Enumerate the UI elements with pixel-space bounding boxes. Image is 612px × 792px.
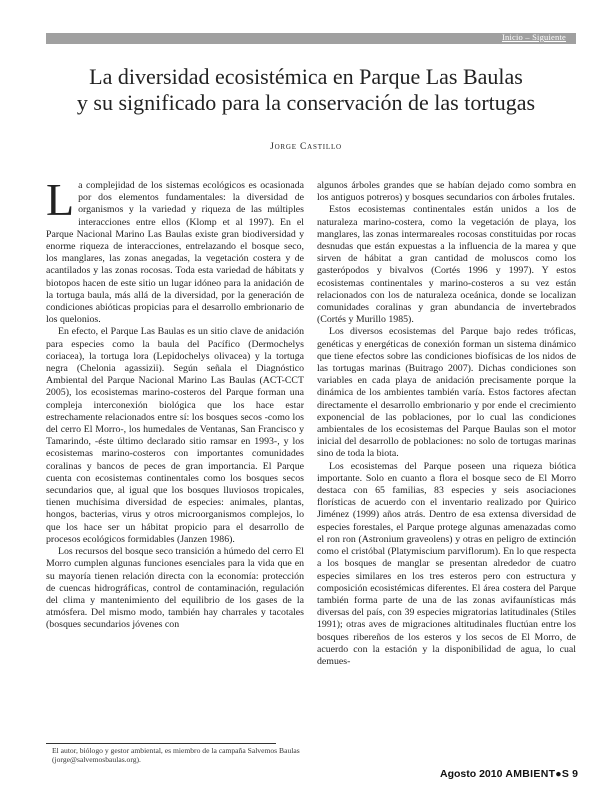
footnote-divider (46, 743, 276, 744)
nav-links[interactable]: Inicio – Siguiente (501, 32, 566, 42)
page-footer (440, 768, 578, 780)
drop-cap: L (46, 180, 75, 225)
left-column (46, 180, 304, 740)
paragraph: Los ecosistemas del Parque poseen una riqueza biótica importante. Solo en cuanto a flora el bosque seco de El Morro destaca con 65 familias, 83 especies y seis asociaciones florísticas de acuerdo con el inventario realizado por Quirico Jiménez (1999) años atrás. Dentro de esa extensa diversidad de especies forestales, el Parque protege algunas amenazadas como el ron ron (Astronium graveolens) y otras en peligro de extinción como el cristóbal (Platymiscium parviflorum). En lo que respecta a los bosques de manglar se presentan alrededor de cuatro especies similares en los tres esteros pero con estructura y composición ecosistémicas diferentes. El área costera del Parque también forma parte de una de las zonas avifaunísticas más diversas del país, con 39 especies migratorias latitudinales (Stiles 1991); otras aves de migraciones altitudinales fluctúan entre los bosques ribereños de los esteros y los secos de El Morro, de acuerdo con la estación y la disponibilidad de agua, lo cual demues- (317, 460, 576, 667)
page-number: 9 (572, 768, 578, 780)
paragraph: Los diversos ecosistemas del Parque bajo redes tróficas, genéticas y energéticas de conexión forman un sistema dinámico que tiene efectos sobre las condiciones biofísicas de los nidos de las tortugas marinas (Buitrago 2007). Dichas condiciones son variables en cada playa de anidación precisamente porque la dinámica de los ambientes también varía. Estos factores afectan directamente el desarrollo embrionario y por ende el crecimiento exponencial de las poblaciones, por lo cual las condiciones ambientales de los ecosistemas del Parque Baulas son el motor inicial del desarrollo de poblaciones: no solo de tortugas marinas sino de toda la biota. (317, 326, 576, 460)
author-footnote: El autor, biólogo y gestor ambiental, es miembro de la campaña Salvemos Baulas (jorge@salvemosbaulas.org). (52, 746, 300, 765)
paragraph: Estos ecosistemas continentales están unidos a los de naturaleza marino-costera, como la vegetación de playa, los manglares, las zonas intermareales rocosas constituidas por rocas desnudas que están expuestas a la influencia de la marea y que sirven de hábitat a gran cantidad de moluscos como los gasterópodos y bivalvos (Cortés 1996 y 1997). Y estos ecosistemas continentales y marino-costeros a su vez están relacionados con los de naturaleza oceánica, donde se localizan comunidades coralinas y gran abundancia de invertebrados (Cortés y Murillo 1985). (317, 204, 576, 326)
author-name: Jorge Castillo (270, 142, 342, 152)
magazine-logo: AMBIENT●S (505, 768, 570, 780)
issue-date: Agosto 2010 (440, 768, 503, 780)
paragraph: algunos árboles grandes que se habían dejado como sombra en los antiguos potreros) y bosques secundarios con árboles frutales. (317, 180, 576, 204)
title-line-2: y su significado para la conservación de las tortugas (76, 90, 536, 115)
title-line-1: La diversidad ecosistémica en Parque Las Baulas (89, 64, 523, 89)
top-navigation-bar (46, 33, 576, 44)
right-column (317, 180, 576, 762)
paragraph: La complejidad de los sistemas ecológicos es ocasionada por dos elementos fundamentales: la diversidad de organismos y la variedad y riqueza de las múltiples interacciones entre ellos (Klomp et al 1997). En el Parque Nacional Marino Las Baulas existe gran biodiversidad y enorme riqueza de interacciones, entrelazando el bosque seco, los manglares, las zonas anegadas, la vegetación costera y de acantilados y las zonas rocosas. Toda esta variedad de hábitats y biotopos hacen de este sitio un lugar idóneo para la anidación de la tortuga baula, más allá de la diversidad, por la generación de condiciones abióticas propicias para el desarrollo embrionario de los quelonios. (46, 180, 304, 326)
article-title (40, 64, 572, 116)
paragraph: En efecto, el Parque Las Baulas es un sitio clave de anidación para especies como la baula del Pacífico (Dermochelys coriacea), la tortuga lora (Lepidochelys olivacea) y la tortuga negra (Chelonia agassizii). Según señala el Diagnóstico Ambiental del Parque Nacional Marino Las Baulas (ACT-CCT 2005), los ecosistemas marino-costeros del Parque forman una compleja interconexión biológica que los hace estar estrechamente relacionados entre sí: los bosques secos -como los del cerro El Morro-, los humedales de Ventanas, San Francisco y Tamarindo, -éste último declarado sitio ramsar en 1993-, y los ecosistemas marino-costeros con importantes comunidades coralinas y bancos de peces de gran importancia. El Parque cuenta con ecosistemas continentales como los bosques secos secundarios que, al igual que los bosques lluviosos tropicales, tienen muchísima diversidad de especies: animales, plantas, hongos, bacterias, virus y otros microorganismos complejos, lo que los hace ser un hábitat propicio para el desarrollo de procesos ecológicos formidables (Janzen 1986). (46, 326, 304, 545)
paragraph: Los recursos del bosque seco transición a húmedo del cerro El Morro cumplen algunas funciones esenciales para la vida que en su mayoría tienen relación directa con la economía: protección de cuencas hidrográficas, control de contaminación, regulación del clima y mantenimiento del equilibrio de los gases de la atmósfera. Del mismo modo, también hay charrales y tacotales (bosques secundarios jóvenes con (46, 546, 304, 631)
